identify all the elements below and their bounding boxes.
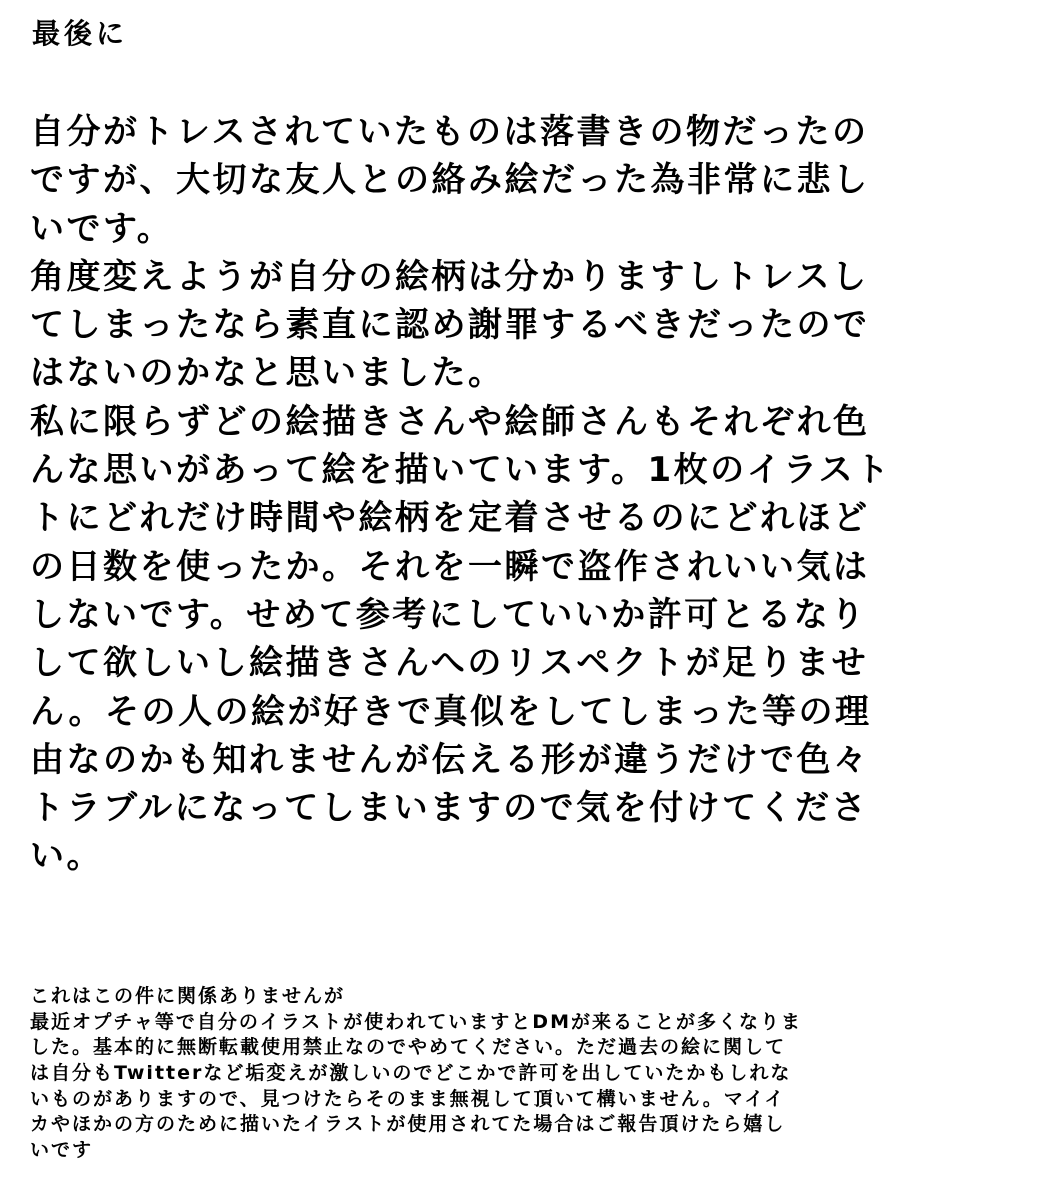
note-line-4: は自分もTwitterなど垢変えが激しいのでどこかで許可を出していたかもしれな bbox=[30, 1062, 792, 1085]
note-line-2: 最近オプチャ等で自分のイラストが使われていますとDMが来ることが多くなりま bbox=[30, 1010, 802, 1033]
note-line-6: カやほかの方のために描いたイラストが使用されてた場合はご報告頂けたら嬉し bbox=[30, 1113, 786, 1136]
main-line-15: トラブルになってしまいますので気を付けてくださ bbox=[30, 788, 869, 829]
main-line-7: 私に限らずどの絵描きさんや絵師さんもそれぞれ色 bbox=[30, 401, 870, 442]
main-message bbox=[30, 108, 1020, 881]
main-line-12: して欲しいし絵描きさんへのリスペクトが足りませ bbox=[30, 643, 869, 684]
main-line-14: 由なのかも知れませんが伝える形が違うだけで色々 bbox=[30, 739, 870, 780]
main-line-5: てしまったなら素直に認め謝罪するべきだったので bbox=[30, 305, 870, 346]
main-line-9: トにどれだけ時間や絵柄を定着させるのにどれほど bbox=[30, 498, 870, 539]
page-heading: 最後に bbox=[32, 17, 129, 50]
main-line-11: しないです。せめて参考にしていいか許可とるなり bbox=[30, 594, 867, 635]
main-line-8: んな思いがあって絵を描いています。1枚のイラスト bbox=[30, 450, 892, 491]
main-line-16: い。 bbox=[30, 836, 103, 877]
main-line-2: ですが、大切な友人との絡み絵だった為非常に悲し bbox=[30, 160, 870, 201]
main-line-1: 自分がトレスされていたものは落書きの物だったの bbox=[30, 112, 869, 152]
main-line-3: いです。 bbox=[30, 208, 174, 249]
note-line-5: いものがありますので、見つけたらそのまま無視して頂いて構いません。マイイ bbox=[30, 1087, 786, 1110]
main-line-4: 角度変えようが自分の絵柄は分かりますしトレスし bbox=[30, 256, 869, 297]
footnote bbox=[30, 984, 1020, 1164]
main-line-10: の日数を使ったか。それを一瞬で盗作されいい気は bbox=[30, 546, 870, 587]
note-line-3: した。基本的に無断転載使用禁止なのでやめてください。ただ過去の絵に関して bbox=[30, 1036, 787, 1059]
note-line-7: いです bbox=[30, 1139, 94, 1162]
main-line-13: ん。その人の絵が好きで真似をしてしまった等の理 bbox=[30, 691, 872, 732]
note-line-1: これはこの件に関係ありませんが bbox=[30, 985, 346, 1007]
main-line-6: はないのかなと思いました。 bbox=[30, 353, 505, 394]
